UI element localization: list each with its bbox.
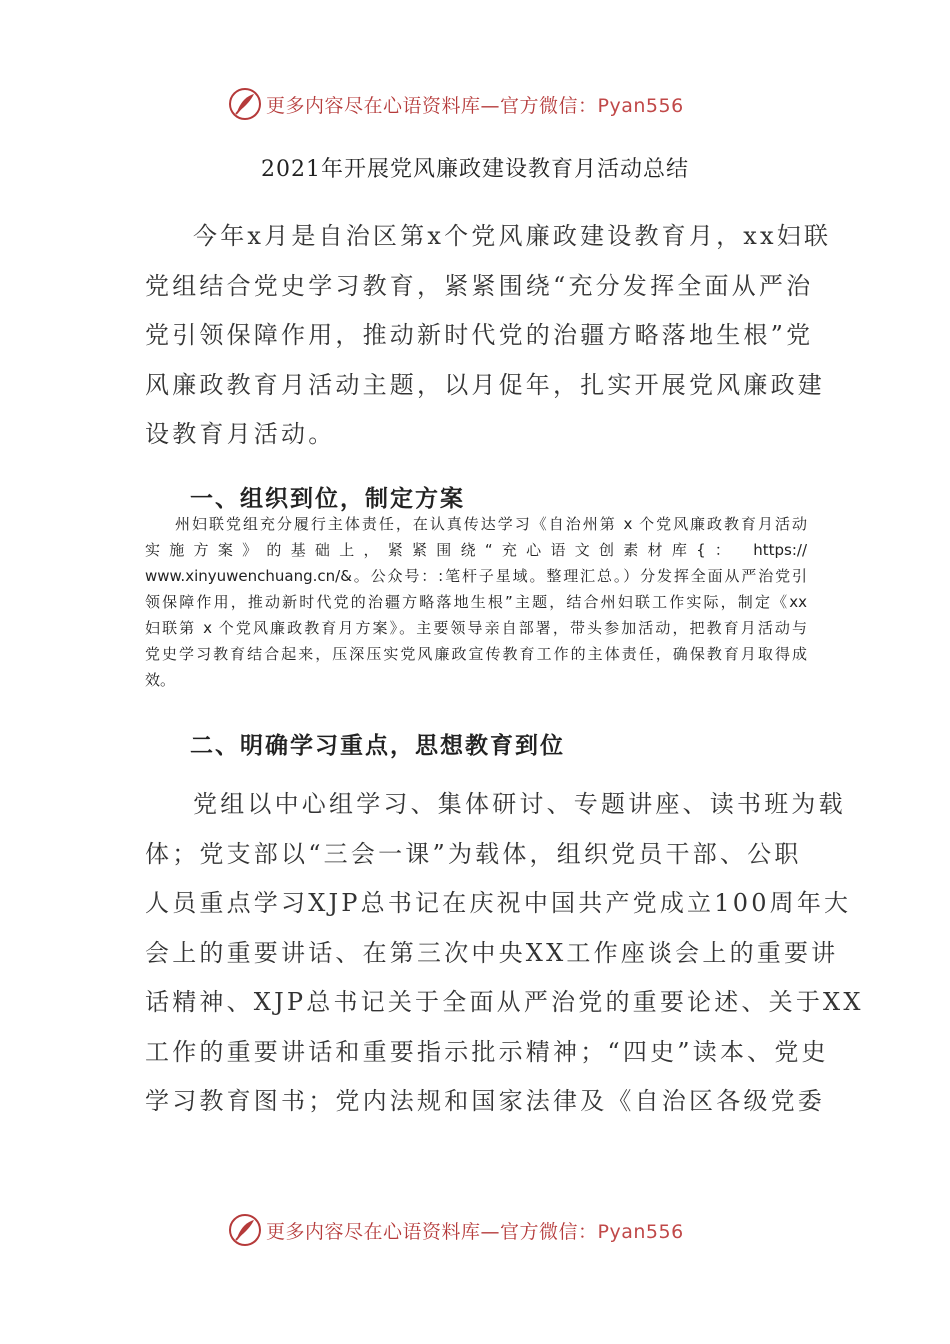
wechat-id: Pyan556 <box>597 1220 684 1243</box>
intro-line: 今年x月是自治区第x个党风廉政建设教育月，xx妇联 <box>193 222 832 250</box>
section1-line: 实施方案》的基础上，紧紧围绕“充心语文创素材库{： https:// <box>145 541 807 559</box>
section1-line: 效。 <box>145 671 176 689</box>
watermark-text: 更多内容尽在心语资料库—官方微信：Pyan556 <box>266 94 684 117</box>
watermark-footer <box>228 1210 684 1250</box>
watermark-header <box>228 84 684 124</box>
section1-paragraph <box>145 511 807 693</box>
section2-line: 会上的重要讲话、在第三次中央XX工作座谈会上的重要讲 <box>145 938 839 967</box>
section1-line: 领保障作用，推动新时代党的治疆方略落地生根”主题，结合州妇联工作实际，制定《xx <box>145 593 807 611</box>
section1-line: 州妇联党组充分履行主体责任，在认真传达学习《自治州第 x 个党风廉政教育月活动 <box>175 515 807 533</box>
intro-line: 风廉政教育月活动主题，以月促年，扎实开展党风廉政建 <box>145 370 825 399</box>
section1-line: www.xinyuwenchuang.cn/&。公众号：:笔杆子星域。整理汇总。）分发挥全面从严治党引 <box>145 567 807 585</box>
section2-line: 体；党支部以“三会一课”为载体，组织党员干部、公职 <box>145 839 802 868</box>
intro-line: 党引领保障作用，推动新时代党的治疆方略落地生根”党 <box>145 321 814 349</box>
section2-line: 人员重点学习XJP总书记在庆祝中国共产党成立100周年大 <box>145 889 852 917</box>
section2-paragraph <box>145 780 864 1127</box>
section1-line: 党史学习教育结合起来，压深压实党风廉政宣传教育工作的主体责任，确保教育月取得成 <box>145 645 807 663</box>
pen-logo-icon <box>228 1213 262 1247</box>
section1-heading: 一、组织到位，制定方案 <box>190 486 465 512</box>
section2-line: 党组以中心组学习、集体研讨、专题讲座、读书班为载 <box>193 790 846 818</box>
section2-heading: 二、明确学习重点，思想教育到位 <box>190 733 565 759</box>
document-title: 2021年开展党风廉政建设教育月活动总结 <box>261 157 689 182</box>
intro-line: 党组结合党史学习教育，紧紧围绕“充分发挥全面从严治 <box>145 271 814 300</box>
section2-line: 工作的重要讲话和重要指示批示精神；“四史”读本、党史 <box>145 1037 829 1066</box>
intro-line: 设教育月活动。 <box>145 420 336 448</box>
wechat-id: Pyan556 <box>597 94 684 117</box>
watermark-text: 更多内容尽在心语资料库—官方微信：Pyan556 <box>266 1220 684 1243</box>
intro-paragraph <box>145 212 832 460</box>
section1-line: 妇联第 x 个党风廉政教育月方案》。主要领导亲自部署，带头参加活动，把教育月活动与 <box>145 619 807 637</box>
section2-line: 话精神、XJP总书记关于全面从严治党的重要论述、关于XX <box>145 988 864 1016</box>
pen-logo-icon <box>228 87 262 121</box>
section2-line: 学习教育图书；党内法规和国家法律及《自治区各级党委 <box>145 1087 825 1115</box>
